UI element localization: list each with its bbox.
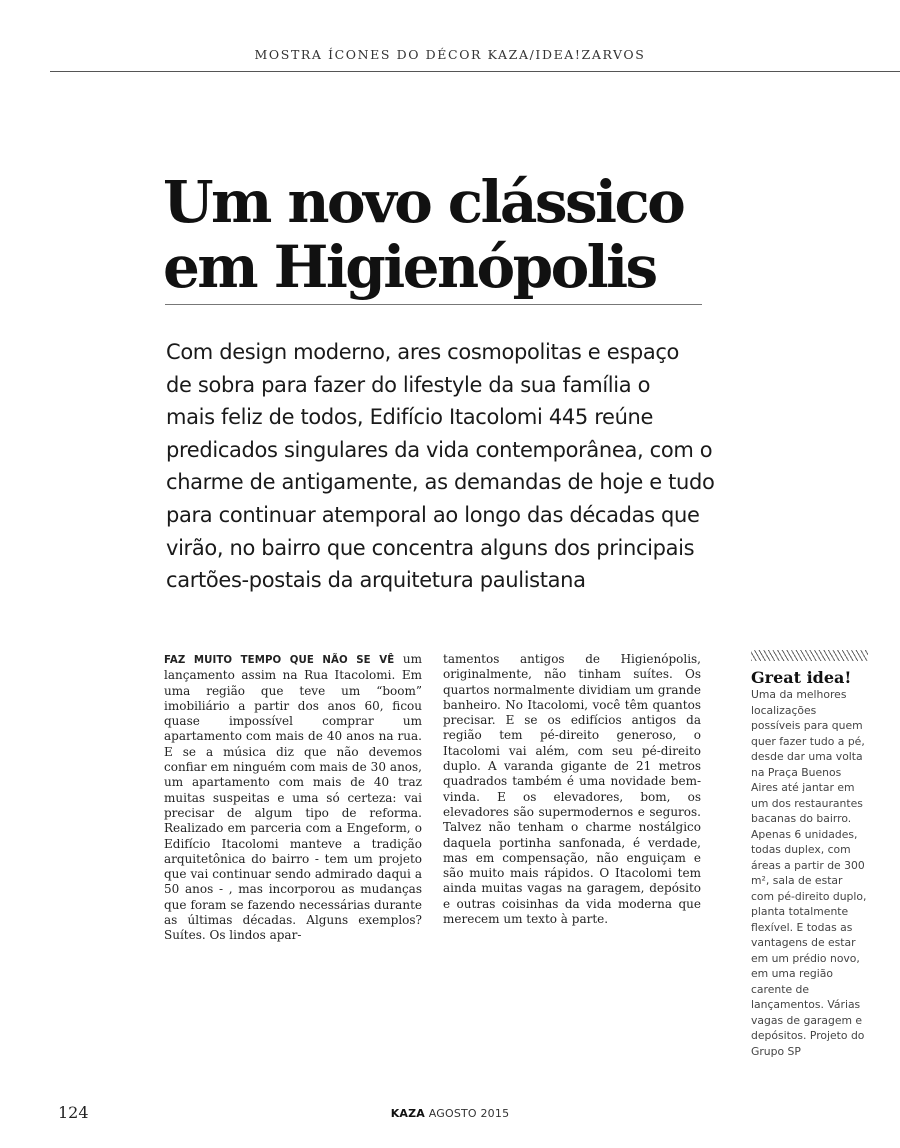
body-column-2: tamentos antigos de Higienópolis, originalmente, não tinham suítes. Os quartos normalmente dividiam um grande banheiro. No Itacolomi, você têm quantos precisar. E se os edifícios antigos da região tem pé-direito generoso, o Itacolomi vai além, com seu pé-direito duplo. A varanda gigante de 21 metros quadrados também é uma novidade bem-vinda. E os elevadores, bom, os elevadores são supermodernos e seguros. Talvez não tenham o charme nostálgico daquela portinha sanfonada, é verdade, mas em compensação, não enguiçam e são muito mais rápidos. O Itacolomi tem ainda muitas vagas na garagem, depósito e outras coisinhas da vida moderna que merecem um texto à parte. — [443, 652, 701, 927]
footer-credit — [0, 1107, 900, 1120]
page-number: 124 — [58, 1103, 89, 1122]
lead-line: cartões-postais da arquitetura paulistana — [166, 568, 586, 593]
sidebar-box — [751, 650, 868, 1059]
sidebar-title: Great idea! — [751, 668, 852, 687]
section-header: MOSTRA ÍCONES DO DÉCOR KAZA/IDEA!ZARVOS — [254, 47, 646, 62]
lead-line: mais feliz de todos, Edifício Itacolomi 445 reúne — [166, 405, 654, 430]
lead-line: Com design moderno, ares cosmopolitas e espaço — [166, 340, 680, 364]
header-rule — [50, 71, 900, 72]
title-line-1: Um novo clássico — [163, 168, 684, 236]
body-column-1 — [164, 652, 422, 944]
magazine-name: KAZA — [390, 1107, 426, 1120]
title-line-2: em Higienópolis — [163, 233, 656, 301]
body-lead-in: FAZ MUITO TEMPO QUE NÃO SE VÊ — [164, 655, 395, 666]
hatch-rule — [751, 650, 868, 661]
lead-paragraph — [166, 336, 726, 597]
lead-line: de sobra para fazer do lifestyle da sua família o — [166, 372, 651, 397]
article-title — [163, 170, 803, 300]
sidebar-text: Uma da melhores localizações possíveis para quem quer fazer tudo a pé, desde dar uma volta na Praça Buenos Aires até jantar em um dos restaurantes bacanas do bairro. Apenas 6 unidades, todas duplex, com áreas a partir de 300 m², sala de estar com pé-direito duplo, planta totalmente flexível. E todas as vantagens de estar em um prédio novo, em uma região carente de lançamentos. Várias vagas de garagem e depósitos. Projeto do Grupo SP — [751, 688, 867, 1058]
issue-date: AGOSTO 2015 — [428, 1107, 510, 1120]
lead-line: para continuar atemporal ao longo das décadas que — [166, 502, 700, 527]
title-rule — [165, 304, 702, 305]
lead-line: virão, no bairro que concentra alguns dos principais — [166, 535, 695, 560]
lead-line: charme de antigamente, as demandas de hoje e tudo — [166, 470, 715, 495]
lead-line: predicados singulares da vida contemporânea, com o — [166, 437, 713, 462]
body-column-1-text: um lançamento assim na Rua Itacolomi. Em uma região que teve um “boom” imobiliário a partir dos anos 60, ficou quase impossível comprar um apartamento com mais de 40 anos na rua. E se a música diz que não devemos confiar em ninguém com mais de 30 anos, um apartamento com mais de 40 traz muitas suspeitas e uma só certeza: vai precisar de algum tipo de reforma. Realizado em parceria com a Engeform, o Edifício Itacolomi manteve a tradição arquitetônica do bairro - tem um projeto que vai continuar sendo admirado daqui a 50 anos - , mas incorporou as mudanças que foram se fazendo necessárias durante as últimas décadas. Alguns exemplos? Suítes. Os lindos apar- — [164, 652, 423, 943]
